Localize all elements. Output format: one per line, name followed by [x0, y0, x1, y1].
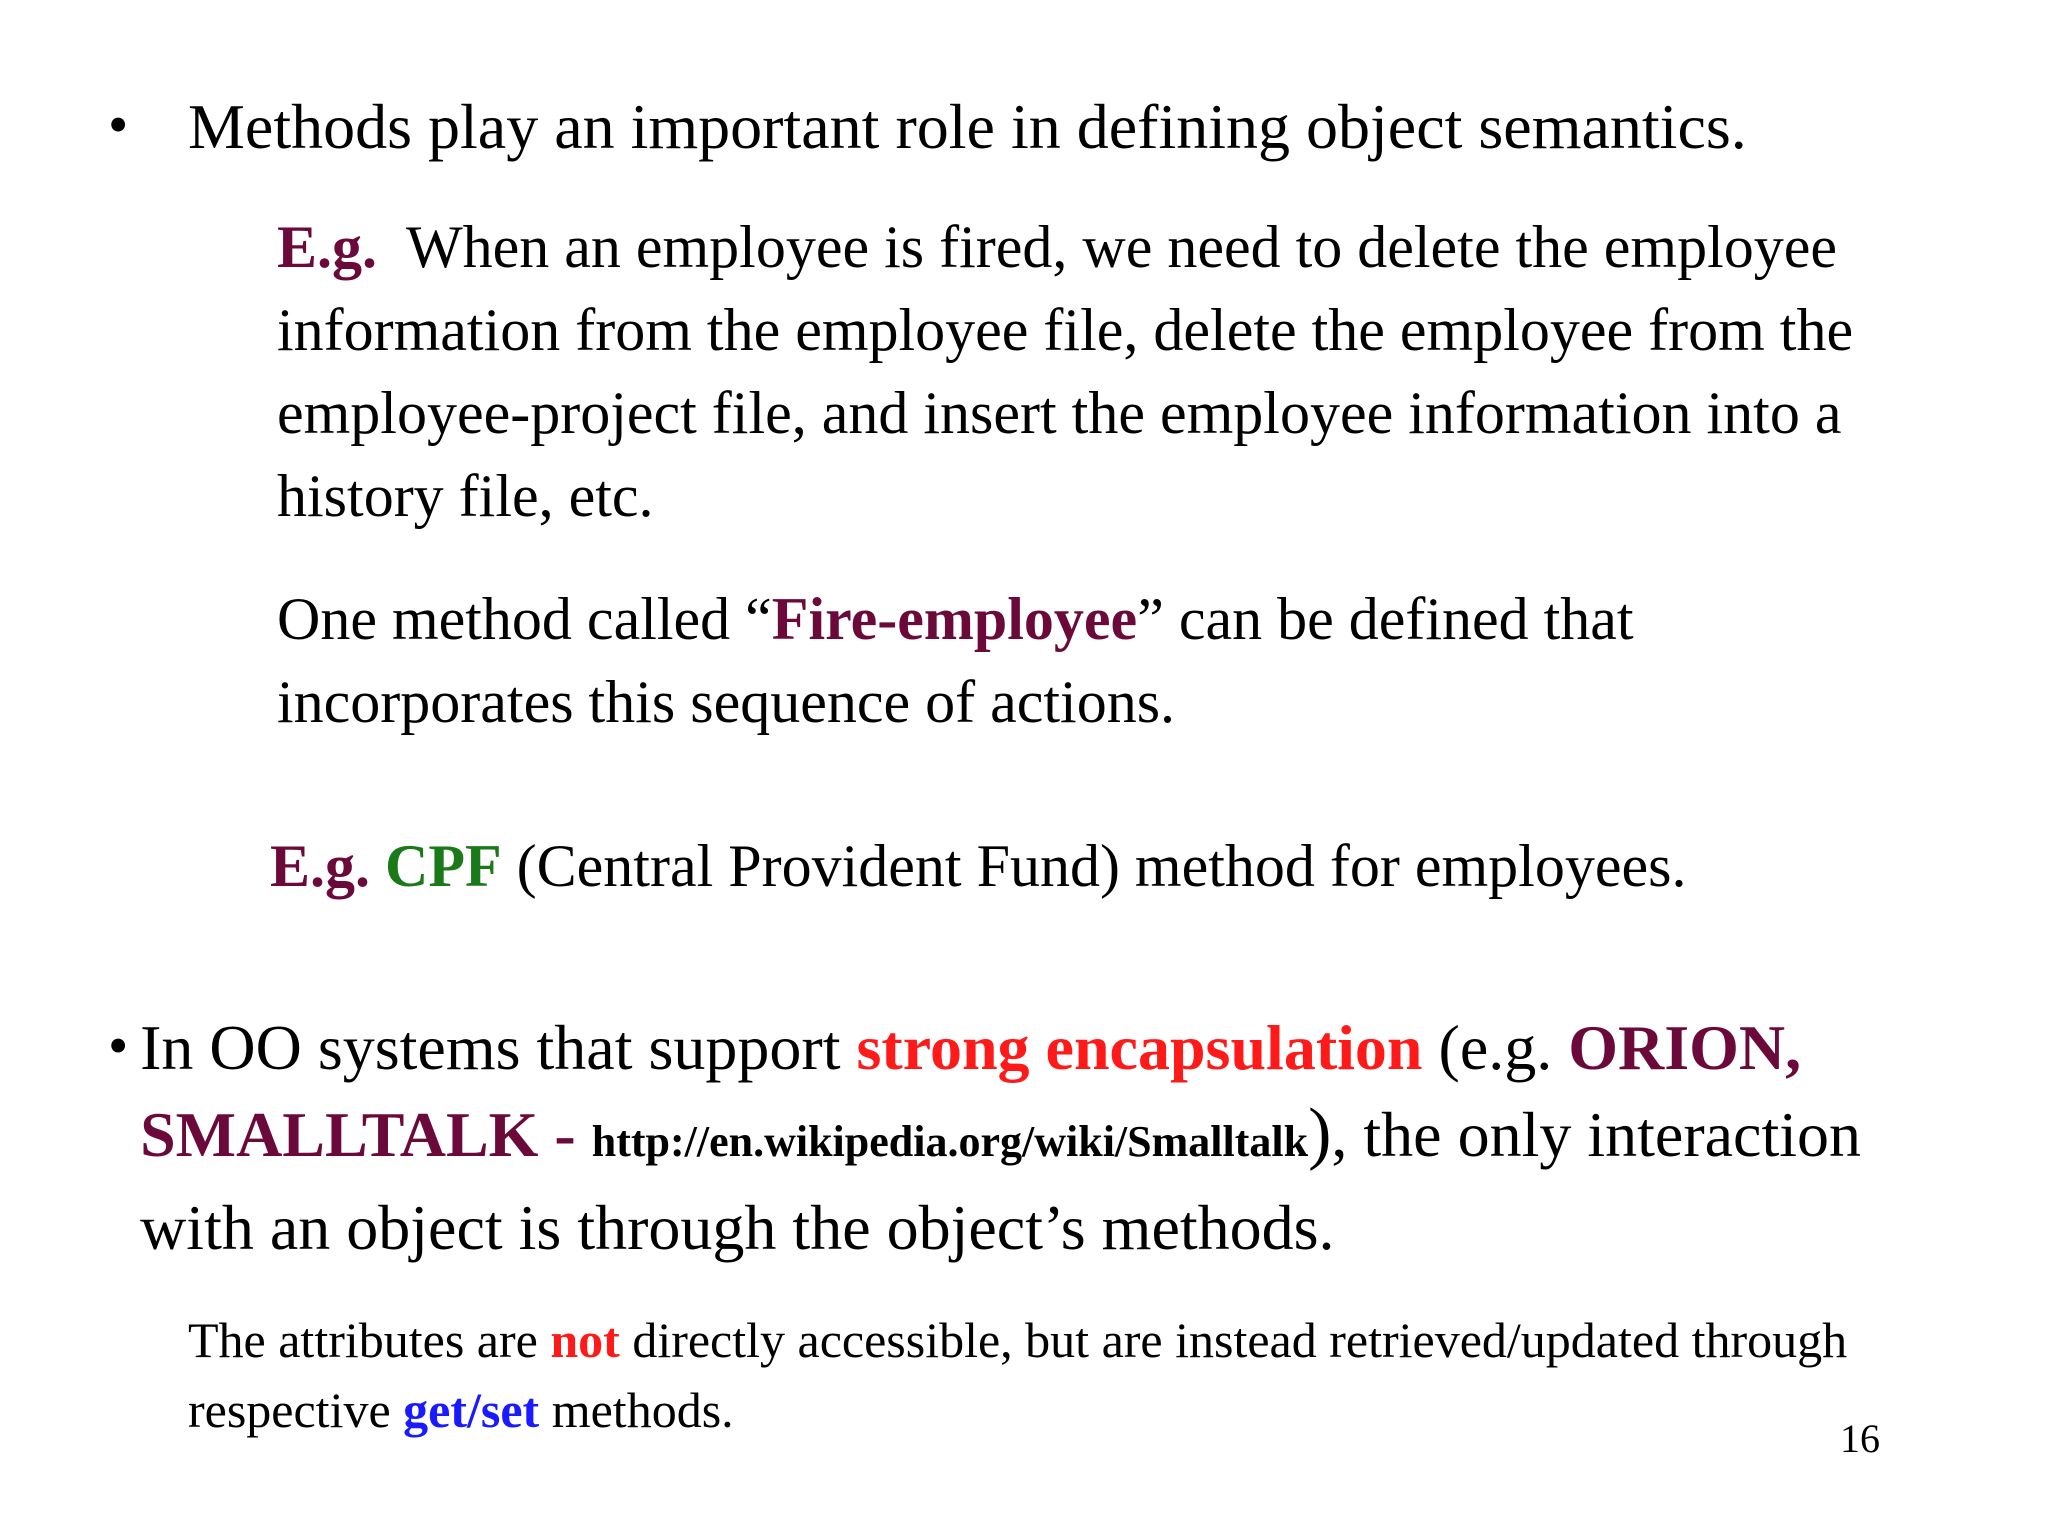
paren-open: (e.g.: [1438, 1012, 1553, 1083]
get-set-word: get/set: [403, 1382, 540, 1438]
bullet-encapsulation-text: [140, 1005, 1988, 1271]
systems-list: ORION, SMALLTALK -: [140, 1012, 1802, 1170]
smalltalk-link[interactable]: http://en.wikipedia.org/wiki/Smalltalk: [591, 1117, 1309, 1166]
example2-label: E.g.: [270, 833, 371, 899]
method-name: Fire-employee: [771, 586, 1138, 652]
cpf-acronym: CPF: [385, 833, 502, 899]
bullet-point: •: [108, 1013, 129, 1078]
encapsulation-pre: In OO systems that support: [140, 1012, 841, 1083]
page-number: 16: [1840, 1416, 1880, 1461]
bullet-point: •: [108, 92, 129, 157]
attributes-pre: The attributes are: [188, 1312, 538, 1368]
attributes-post: methods.: [551, 1382, 734, 1438]
attributes-note: [188, 1305, 1908, 1445]
bullet-methods-text: Methods play an important role in defining object semantics.: [188, 91, 1747, 162]
strong-encapsulation: strong encapsulation: [856, 1012, 1423, 1083]
paren-close: ): [1308, 1095, 1332, 1172]
method-paragraph: [277, 578, 1857, 744]
attributes-mid: directly accessible, but are instead retrieved/updated through respective: [188, 1312, 1848, 1438]
example-label: E.g.: [277, 214, 378, 280]
not-word: not: [550, 1312, 620, 1368]
method-post: ” can be defined that incorporates this sequence of actions.: [277, 586, 1634, 735]
bullet-encapsulation: [108, 1005, 1988, 1271]
bullet-methods: [108, 84, 1908, 170]
method-pre: One method called “: [277, 586, 772, 652]
example-text: When an employee is fired, we need to delete the employee information from the employee file, delete the employee from the employee-project file, and insert the employee information into a history file, etc.: [277, 214, 1854, 529]
example-fire-employee: [277, 206, 1857, 538]
encapsulation-post: , the only interaction with an object is through the object’s methods.: [140, 1099, 1862, 1263]
example-cpf: [270, 825, 1970, 908]
example2-text: (Central Provident Fund) method for employees.: [516, 833, 1687, 899]
